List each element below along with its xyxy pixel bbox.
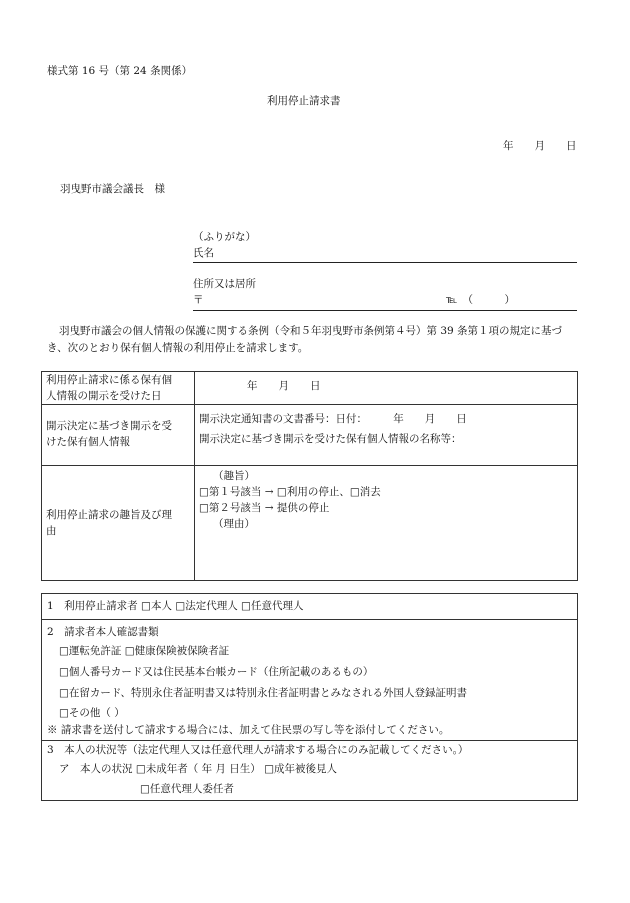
label-line: 開示決定に基づき開示を受: [46, 420, 172, 432]
requester-type: 1 利用停止請求者 □本人 □法定代理人 □任意代理人: [47, 600, 304, 612]
disclosure-date-value: 年 月 日: [247, 380, 321, 392]
requester-type-row: [42, 594, 577, 619]
principal-status-line-1: ア 本人の状況 □未成年者（ 年 月 日生） □成年被後見人: [59, 763, 338, 775]
intro-paragraph: 羽曳野市議会の個人情報の保護に関する条例（令和５年羽曳野市条例第４号）第 39 条第１項の規定に基づき、次のとおり保有個人情報の利用停止を請求します。: [47, 325, 563, 354]
addressee: 羽曳野市議会議長 様: [60, 183, 165, 195]
label-line: 人情報の開示を受けた日: [46, 390, 162, 402]
principal-status-row: [42, 740, 577, 801]
identity-doc-2: □個人番号カード又は住民基本台帳カード（住所記載のあるもの）: [59, 666, 374, 678]
notice-document-number: 開示決定通知書の文書番号：日付： 年 月 日: [199, 413, 467, 425]
label-cell: [42, 372, 195, 405]
value-cell: [195, 405, 578, 466]
purpose-option-1: □第１号該当 → □利用の停止、□消去: [199, 486, 381, 498]
postal-mark: 〒: [193, 294, 204, 306]
value-cell: [195, 372, 578, 405]
label-cell: [42, 466, 195, 581]
label-line: 利用停止請求に係る保有個: [46, 374, 172, 386]
mailing-note: ※ 請求書を送付して請求する場合には、加えて住民票の写し等を添付してください。: [47, 724, 450, 736]
table-row-disclosed-info: [42, 405, 578, 466]
form-number: 様式第 16 号（第 24 条関係）: [47, 65, 193, 77]
tel-label: ℡ （ ）: [446, 294, 516, 306]
requester-info-box: [41, 593, 578, 801]
document-title: 利用停止請求書: [267, 95, 341, 107]
table-row-disclosure-date: [42, 372, 578, 405]
identity-documents-row: [42, 619, 577, 735]
name-label: 氏名: [193, 247, 214, 259]
value-cell: [195, 466, 578, 581]
furigana-label: （ふりがな）: [193, 231, 256, 243]
identity-doc-3: □在留カード、特別永住者証明書又は特別永住者証明書とみなされる外国人登録証明書: [59, 687, 467, 699]
principal-status-heading: 3 本人の状況等（法定代理人又は任意代理人が請求する場合にのみ記載してください。）: [47, 744, 469, 756]
table-row-purpose-reason: [42, 466, 578, 581]
purpose-option-2: □第２号該当 → 提供の停止: [199, 502, 330, 514]
label-line: けた保有個人情報: [46, 436, 130, 448]
reason-heading: （理由）: [213, 518, 255, 530]
name-underline: [193, 262, 577, 263]
principal-status-line-2: □任意代理人委任者: [140, 783, 234, 795]
identity-doc-1: □運転免許証 □健康保険被保険者証: [59, 645, 230, 657]
label-line: 由: [46, 525, 57, 537]
disclosed-info-name: 開示決定に基づき開示を受けた保有個人情報の名称等：: [199, 433, 462, 445]
request-details-table: [41, 371, 578, 581]
address-label: 住所又は居所: [193, 278, 256, 290]
identity-doc-4: □その他（ ）: [59, 707, 125, 719]
label-line: 利用停止請求の趣旨及び理: [46, 509, 172, 521]
date-line: 年 月 日: [503, 140, 577, 152]
identity-documents-heading: 2 請求者本人確認書類: [47, 626, 159, 638]
label-cell: [42, 405, 195, 466]
purpose-heading: （趣旨）: [213, 470, 255, 482]
address-underline: [193, 310, 577, 311]
